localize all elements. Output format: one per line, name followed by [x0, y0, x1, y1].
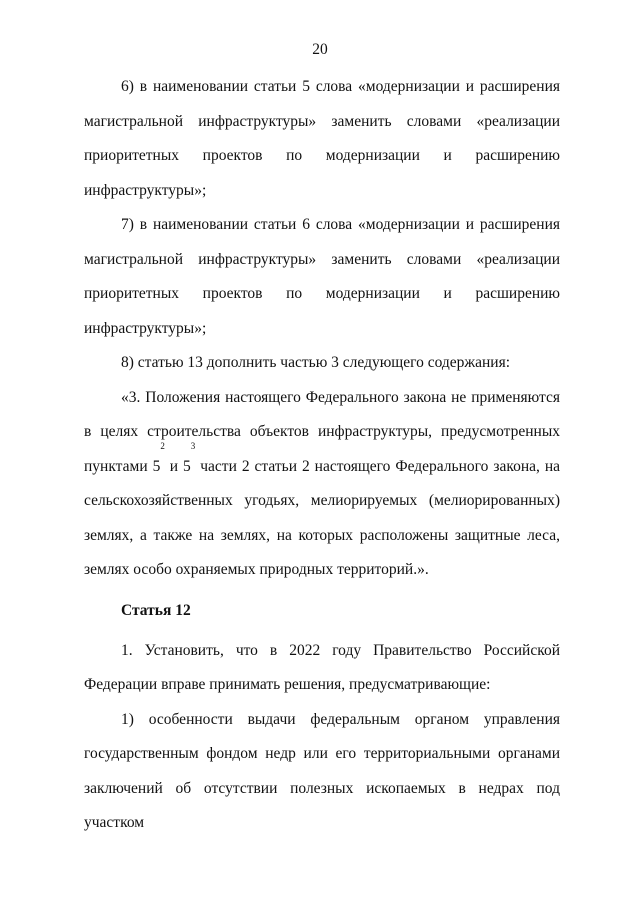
paragraph-article-12-item-1: 1) особенности выдачи федеральным органом управления государственным фондом недр или его территориальными органами заключений об отсутствии полезных ископаемых в недрах под участком [84, 710, 560, 831]
part-3-text-end: части 2 статьи 2 настоящего Федерального закона, на сельскохозяйственных угодьях, мелиорируемых (мелиорированных) землях, а также на землях, на которых расположены защитные леса, землях особо охраняемых природных территорий.». [84, 457, 561, 578]
paragraph-article-12-part-1: 1. Установить, что в 2022 году Правительство Российской Федерации вправе принимать решения, предусматривающие: [84, 641, 560, 693]
page-number: 20 [312, 41, 328, 58]
paragraph-article-6-amendment: 7) в наименовании статьи 6 слова «модернизации и расширения магистральной инфраструктуры» заменить словами «реализации приоритетных проектов по модернизации и расширению инфраструктуры»; [84, 216, 560, 337]
part-3-text-between: и 5 [164, 457, 191, 475]
article-12-heading: Статья 12 [121, 601, 191, 619]
paragraph-part-3-text [84, 381, 560, 588]
paragraph-article-5-amendment: 6) в наименовании статьи 5 слова «модернизации и расширения магистральной инфраструктуры» заменить словами «реализации приоритетных проектов по модернизации и расширению инфраструктуры»; [84, 78, 560, 199]
superscript-2: 2 [160, 440, 165, 451]
superscript-3: 3 [190, 440, 196, 451]
document-body [84, 70, 560, 841]
part-3-text-start: «3. Положения настоящего Федерального закона не применяются в целях строительства объектов инфраструктуры, предусмотренных пунктами 5 [84, 388, 560, 475]
paragraph-article-13-amendment: 8) статью 13 дополнить частью 3 следующего содержания: [121, 354, 511, 371]
